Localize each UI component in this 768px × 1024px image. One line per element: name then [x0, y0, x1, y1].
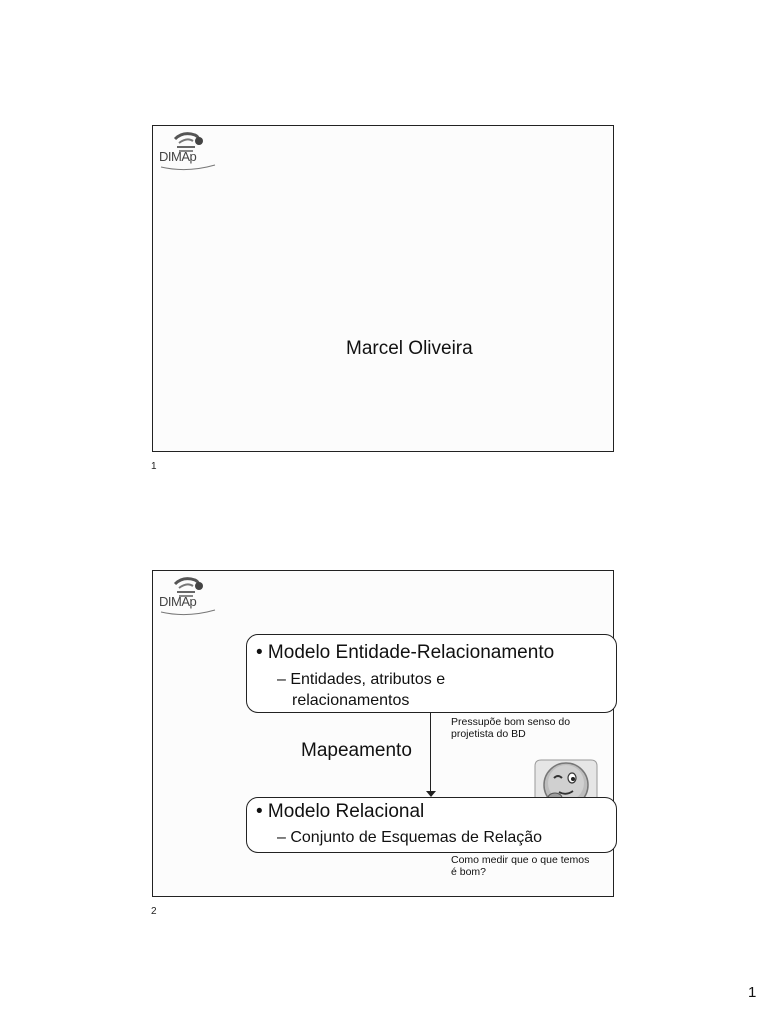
- slide-1: [152, 125, 614, 452]
- er-model-sub-line2: relacionamentos: [292, 692, 410, 709]
- slide-number: 1: [151, 461, 157, 472]
- page-number: 1: [748, 984, 757, 1001]
- note-question-line2: é bom?: [451, 866, 487, 878]
- slide-2: [152, 570, 614, 897]
- note-assumption-line1: Pressupõe bom senso do: [451, 716, 571, 728]
- logo-text: DIMAp: [159, 149, 197, 164]
- dimap-logo: [157, 574, 225, 618]
- note-assumption: [451, 716, 601, 740]
- author-name: Marcel Oliveira: [346, 338, 473, 359]
- note-assumption-line2: projetista do BD: [451, 728, 526, 740]
- note-question: [451, 854, 611, 878]
- relational-model-sub: – Conjunto de Esquemas de Relação: [277, 829, 543, 846]
- er-model-sub-line1: – Entidades, atributos e: [277, 671, 446, 688]
- er-model-box: [246, 634, 617, 713]
- mapping-label: Mapeamento: [301, 740, 412, 761]
- slide-number: 2: [151, 906, 157, 917]
- relational-model-box: [246, 797, 617, 853]
- relational-model-bullet: • Modelo Relacional: [256, 801, 425, 822]
- dimap-logo: [157, 129, 225, 173]
- mapping-arrow: [430, 713, 431, 795]
- note-question-line1: Como medir que o que temos: [451, 854, 590, 866]
- er-model-bullet: • Modelo Entidade-Relacionamento: [256, 642, 555, 663]
- logo-text: DIMAp: [159, 594, 197, 609]
